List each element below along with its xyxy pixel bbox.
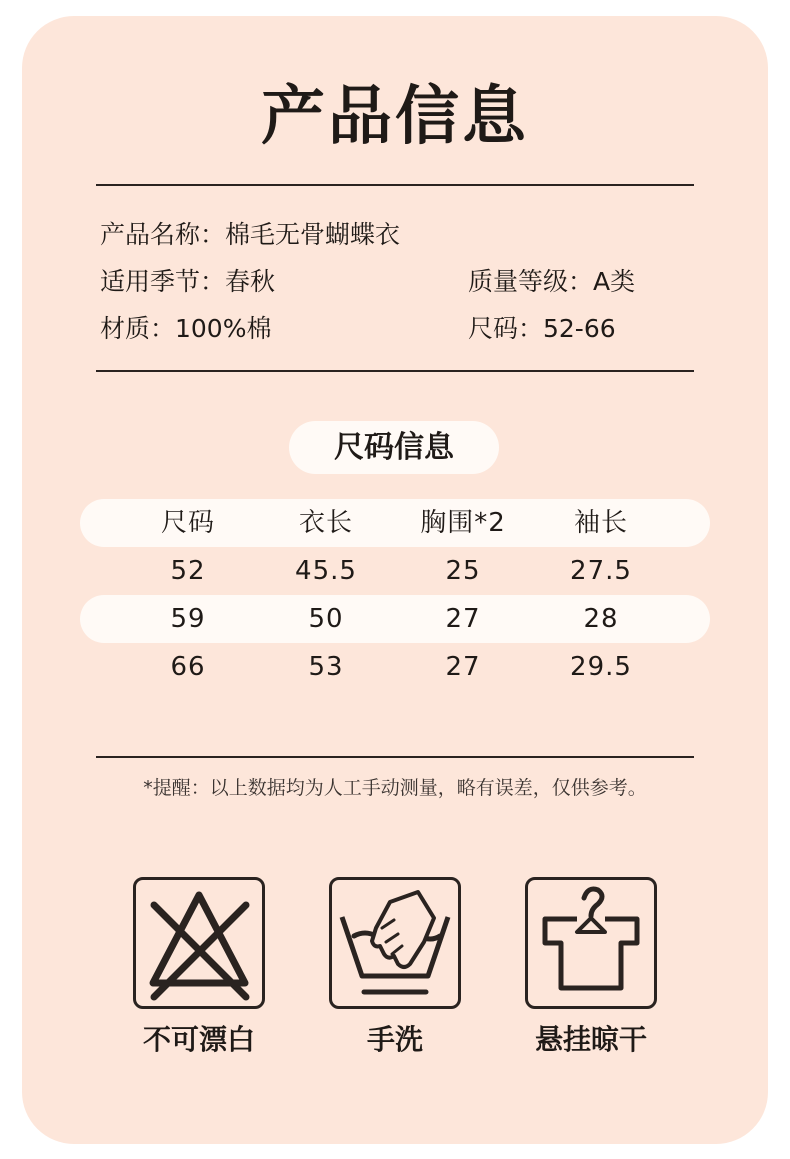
page-title: 产品信息 [261,80,529,154]
table-cell: 66 [170,652,206,682]
table-cell: 29.5 [570,652,632,682]
no-bleach-icon [133,877,265,1009]
product-size-range: 尺码：52-66 [468,314,616,343]
info-divider [96,370,694,372]
product-name: 产品名称：棉毛无骨蝴蝶衣 [100,220,401,249]
table-cell: 25 [445,556,481,586]
care-label-hand-wash: 手洗 [366,1023,423,1056]
product-season: 适用季节：春秋 [100,267,276,296]
column-header-sleeve: 袖长 [573,508,628,538]
care-label-hang-dry: 悬挂晾干 [534,1023,647,1056]
table-cell: 59 [170,604,206,634]
hang-dry-icon [525,877,657,1009]
measurement-note: *提醒：以上数据均为人工手动测量，略有误差，仅供参考。 [143,777,647,799]
table-cell: 27 [445,604,481,634]
top-divider [96,184,694,186]
column-header-size: 尺码 [160,508,215,538]
size-section-title: 尺码信息 [289,421,499,474]
table-cell: 27 [445,652,481,682]
column-header-chest: 胸围*2 [420,508,506,538]
table-cell: 28 [583,604,619,634]
table-cell: 27.5 [570,556,632,586]
product-material: 材质：100%棉 [100,314,272,343]
table-cell: 45.5 [295,556,357,586]
product-grade: 质量等级：A类 [468,267,636,296]
hand-wash-icon [329,877,461,1009]
table-cell: 52 [170,556,206,586]
care-label-no-bleach: 不可漂白 [142,1023,255,1056]
table-cell: 50 [308,604,344,634]
table-cell: 53 [308,652,344,682]
column-header-length: 衣长 [298,508,353,538]
bottom-divider [96,756,694,758]
